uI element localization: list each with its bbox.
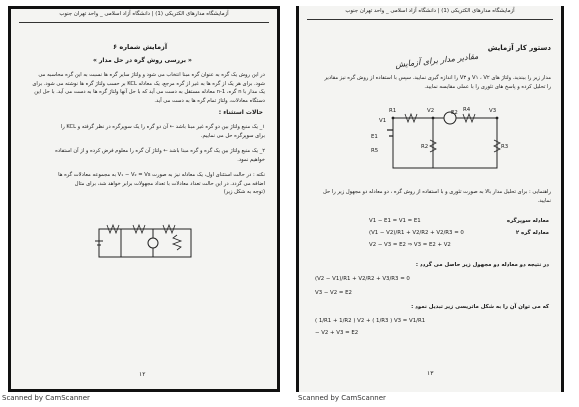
- label-v2: V2: [427, 108, 435, 114]
- matrix-row-1: ( 1/R1 + 1/R2 ) V2 + ( 1/R3 ) V3 = V1/R1: [315, 318, 426, 324]
- text-line: راهنمایی : برای تحلیل مدار بالا به صورت تئوری و با استفاده از روش گره ، دو معادله دو مجهول زیر را حل: [323, 189, 551, 195]
- case-1: [23, 123, 265, 140]
- page-number: ۱۳: [427, 370, 434, 377]
- equation-2: (V1 − V2)/R1 + V2/R2 + V2/R3 = 0: [369, 230, 464, 236]
- text-line: شود. برای هر یک از گره ها به غیر از گره مرجع، یک معادله KCL بر حسب ولتاژ گره ها نوشته می شود. برای: [32, 80, 265, 87]
- scanner-watermark-right: Scanned by CamScanner: [298, 394, 386, 402]
- page-header: آزمایشگاه مدارهای الکتریکی (1) | دانشگاه آزاد اسلامی _ واحد تهران جنوب: [19, 11, 269, 23]
- label-r1: R1: [389, 108, 397, 114]
- experiment-subtitle: « بررسی روش گره در حل مدار »: [93, 57, 192, 64]
- text-line: برای سوپرگره حل می نماییم.: [200, 132, 265, 139]
- text-line: ۲_ یک منبع ولتاژ بین یک گره و گره مبنا باشد ← ولتاژ آن گره را معلوم فرض کرده و از آن استفاده: [55, 148, 265, 154]
- node2-label: معادله گره ۲: [515, 230, 549, 236]
- text-line: اضافه می گردد. در این حالت تعداد معادلات با تعداد مجهولات برابر خواهد شد، برای مثال: [74, 180, 265, 187]
- page-number: ۱۲: [139, 371, 146, 378]
- label-r5: R5: [371, 148, 379, 154]
- procedure-paragraph: [309, 74, 551, 91]
- text-line: نمایید.: [537, 197, 551, 204]
- page-header: آزمایشگاه مدارهای الکتریکی (1) | دانشگاه آزاد اسلامی _ واحد تهران جنوب: [307, 8, 553, 20]
- equation-3: V2 − V3 = E2 ⇒ V3 = E2 + V2: [369, 242, 451, 248]
- text-line: مدار زیر را ببندید. ولتاژ های V۱ ، V۲ و V۳ را اندازه گیری نمایید. سپس با استفاده از روش گره نیز مقادیر: [324, 75, 551, 81]
- text-line: خواهیم نمود.: [237, 156, 265, 163]
- experiment-title: آزمایش شماره ۶: [113, 43, 168, 51]
- combined-label: در نتیجه دو معادله دو مجهول زیر حاصل می گردد :: [415, 262, 549, 268]
- matrix-label: که می توان آن را به شکل ماتریسی زیر تبدیل نمود :: [411, 304, 549, 310]
- note-paragraph: [23, 171, 265, 197]
- supernode-circuit-diagram: [93, 219, 197, 263]
- text-line: (توجه به شکل زیر): [223, 189, 265, 196]
- supernode-label: معادله سوپرگره: [506, 218, 549, 224]
- label-v3: V3: [489, 108, 497, 114]
- label-r4: R4: [463, 107, 471, 113]
- label-r2: R2: [421, 144, 429, 150]
- case-2: [23, 147, 265, 164]
- procedure-title: دستور کار آزمایش: [487, 44, 551, 52]
- intro-paragraph: [23, 71, 265, 105]
- matrix-row-2: − V2 + V3 = E2: [315, 330, 359, 336]
- equation-1: V1 − E1 = V1 = E1: [369, 218, 421, 224]
- text-line: یک مدار با n گره، n-1 معادله مستقل به دست می آید که با حل آنها ولتاژ گره ها به دست می آید. با حل این: [34, 89, 265, 96]
- text-line: ۱_ یک منبع ولتاژ بین دو گره غیر مبنا باشد ← آن دو گره را یک سوپرگره در نظر گرفته و KCL را: [60, 124, 265, 130]
- section-heading: حالات استثناء :: [218, 109, 263, 116]
- right-page: [296, 6, 564, 392]
- left-page: [8, 6, 280, 392]
- label-v1: V1: [379, 118, 387, 124]
- text-line: نکته : در حالت استثنای اول، یک معادله نیز به صورت V₁ − V₂ = Vs به مجموعه معادلات گره ها: [58, 172, 265, 178]
- label-e2: E2: [451, 110, 458, 116]
- label-e1: E1: [371, 134, 378, 140]
- guide-paragraph: [309, 188, 551, 205]
- combined-equation-1: (V2 − V1)/R1 + V2/R2 + V3/R3 = 0: [315, 276, 410, 282]
- combined-equation-2: V3 − V2 = E2: [315, 290, 352, 296]
- handwritten-note: مقادیر مدار برای آزمایش: [394, 51, 479, 70]
- text-line: دستگاه معادلات، ولتاژ تمام گره ها به دست می آید.: [154, 97, 265, 104]
- scanner-watermark-left: Scanned by CamScanner: [2, 394, 90, 402]
- label-r3: R3: [501, 144, 509, 150]
- text-line: را تحلیل کرده و پاسخ های تئوری را با عملی مقایسه نمایید.: [424, 83, 551, 90]
- text-line: در این روش یک گره به عنوان گره مبنا انتخاب می شود و ولتاژ سایر گره ها نسبت به این گره محاسبه می: [38, 72, 265, 78]
